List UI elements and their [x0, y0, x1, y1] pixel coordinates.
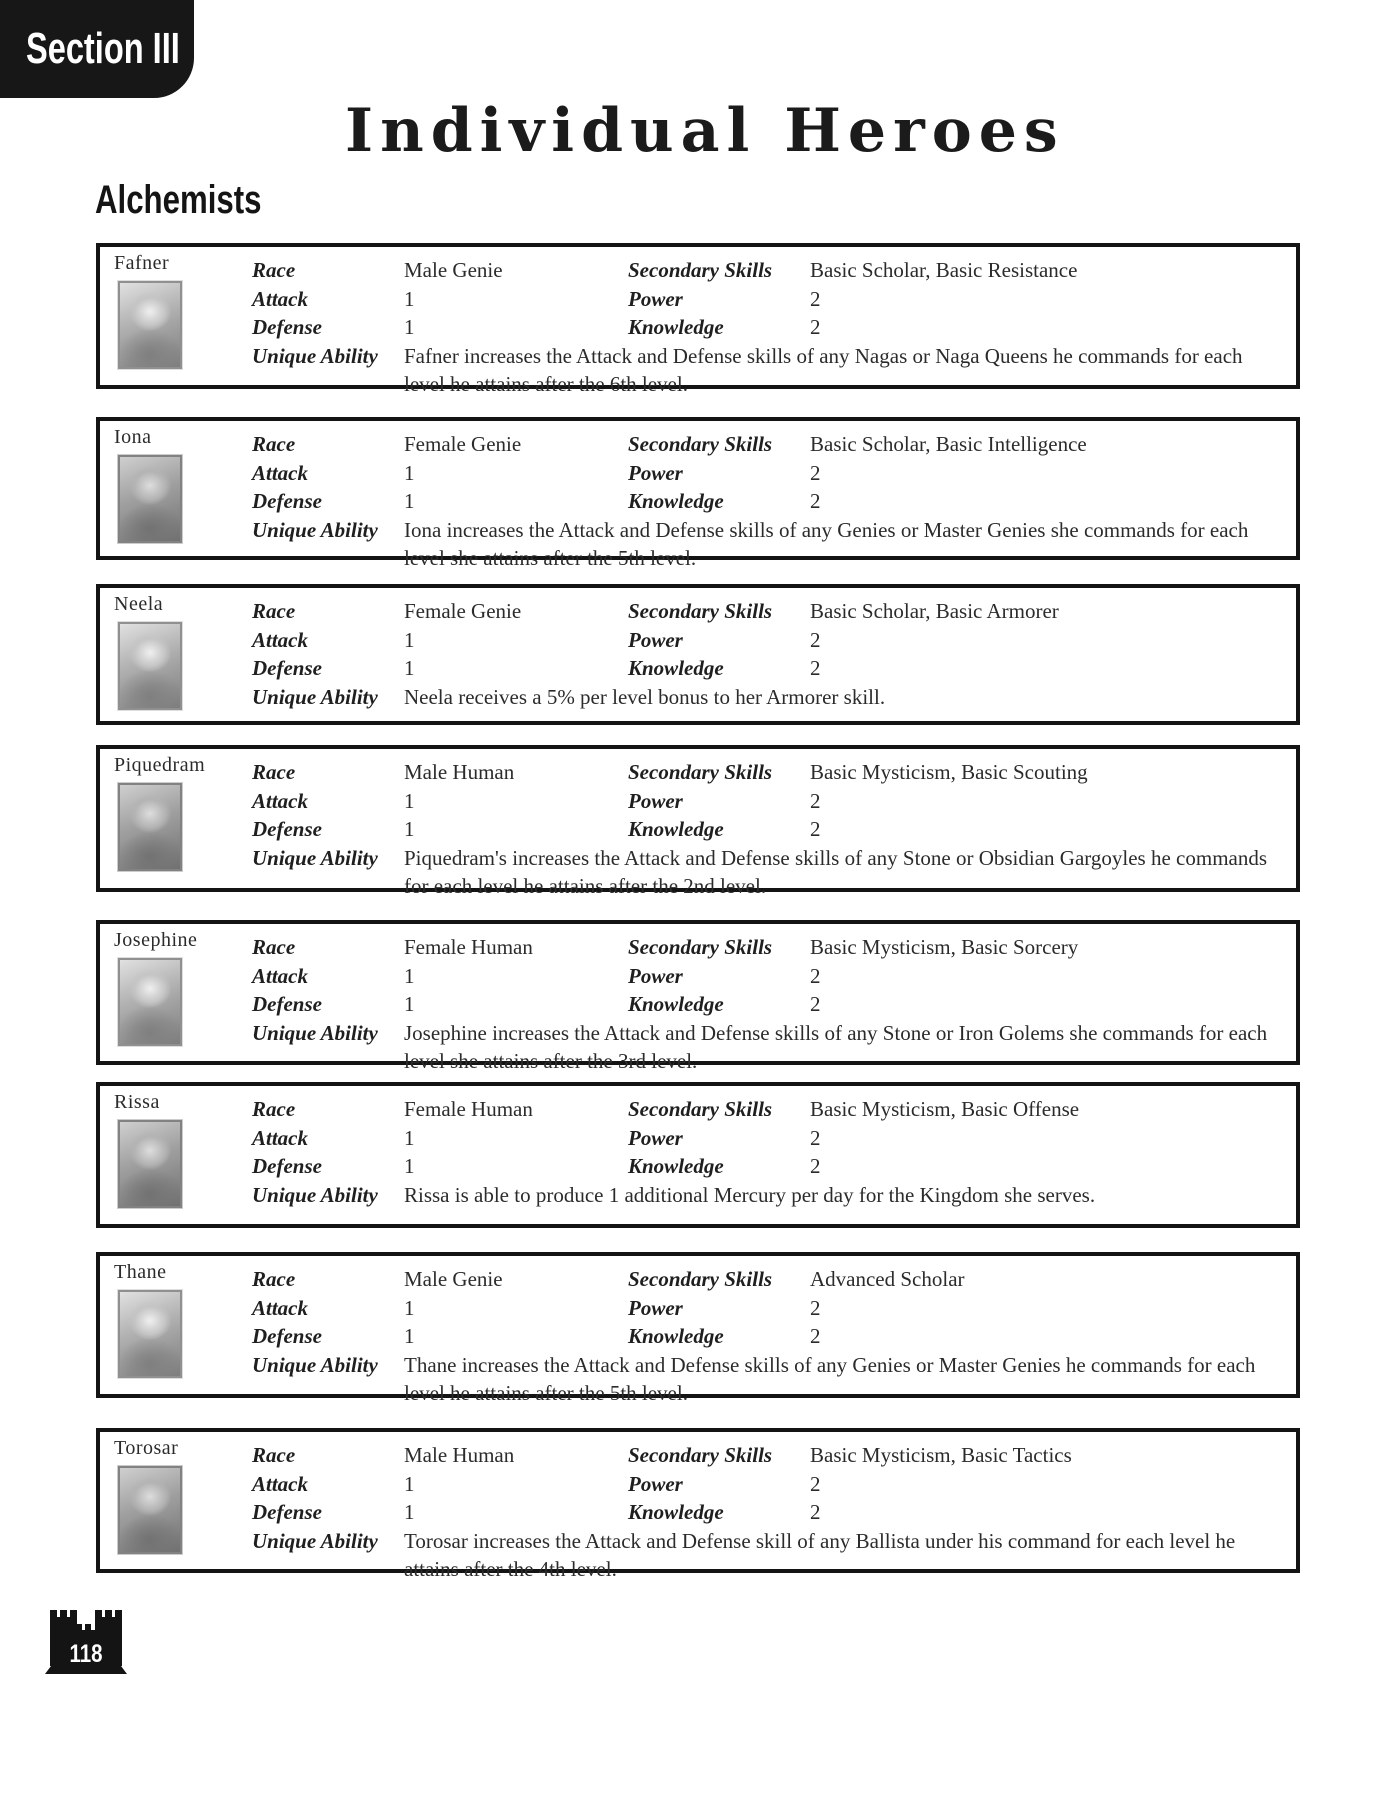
hero-name: Neela	[114, 593, 164, 615]
stat-value-knowledge: 2	[810, 1154, 821, 1178]
stat-value-power: 2	[810, 627, 821, 652]
stat-label-attack: Attack	[252, 286, 308, 311]
hero-name: Piquedram	[114, 754, 206, 776]
hero-card-thane	[96, 1252, 1300, 1405]
unique-ability-text: Josephine increases the Attack and Defense skills of any Stone or Iron Golems she commands for each level she attains after the 3rd level.	[404, 1020, 1268, 1073]
stat-label-knowledge: Knowledge	[628, 489, 724, 513]
stat-value-defense: 1	[404, 656, 415, 680]
hero-portrait	[118, 1290, 182, 1378]
hero-name: Torosar	[114, 1437, 179, 1459]
stat-value-race: Female Human	[404, 935, 533, 959]
stat-value-race: Male Genie	[404, 258, 503, 282]
unique-ability-text: Torosar increases the Attack and Defense skill of any Ballista under his command for each level he attains after the 4th level.	[404, 1528, 1236, 1581]
stat-label-power: Power	[628, 788, 683, 813]
hero-stats	[252, 1095, 1282, 1209]
stat-label-race: Race	[252, 935, 296, 959]
hero-portrait	[118, 281, 182, 369]
stat-label-knowledge: Knowledge	[628, 315, 724, 339]
hero-stats	[252, 1441, 1282, 1584]
stat-label-secondary-skills: Secondary Skills	[628, 1097, 773, 1121]
stat-label-secondary-skills: Secondary Skills	[628, 760, 773, 784]
unique-ability-text: Iona increases the Attack and Defense skills of any Genies or Master Genies she commands for each level she attains after the 5th level.	[404, 517, 1249, 570]
stat-label-defense: Defense	[252, 656, 322, 680]
unique-ability-text: Rissa is able to produce 1 additional Mercury per day for the Kingdom she serves.	[404, 1182, 1096, 1207]
stat-value-secondary-skills: Advanced Scholar	[810, 1267, 965, 1291]
stat-label-knowledge: Knowledge	[628, 1500, 724, 1524]
hero-stats	[252, 758, 1282, 901]
stat-value-secondary-skills: Basic Scholar, Basic Resistance	[810, 258, 1078, 282]
stat-label-power: Power	[628, 460, 683, 485]
hero-name: Thane	[114, 1261, 167, 1283]
stat-value-attack: 1	[404, 1125, 415, 1150]
stat-label-power: Power	[628, 286, 683, 311]
stat-value-power: 2	[810, 1471, 821, 1496]
unique-ability-text: Thane increases the Attack and Defense skills of any Genies or Master Genies he commands for each level he attains after the 5th level.	[404, 1352, 1256, 1405]
section-badge	[0, 0, 194, 98]
stat-value-secondary-skills: Basic Mysticism, Basic Scouting	[810, 760, 1088, 784]
stat-value-race: Male Human	[404, 760, 515, 784]
stat-value-power: 2	[810, 963, 821, 988]
stat-label-race: Race	[252, 432, 296, 456]
unique-ability-text: Neela receives a 5% per level bonus to her Armorer skill.	[404, 684, 886, 709]
hero-stats	[252, 430, 1282, 573]
unique-ability-text: Fafner increases the Attack and Defense skills of any Nagas or Naga Queens he commands for each level he attains after the 6th level.	[404, 343, 1243, 396]
stat-value-defense: 1	[404, 992, 415, 1016]
stat-value-secondary-skills: Basic Scholar, Basic Armorer	[810, 599, 1059, 623]
stat-value-knowledge: 2	[810, 992, 821, 1016]
stat-label-unique-ability: Unique Ability	[252, 684, 378, 709]
stat-value-attack: 1	[404, 963, 415, 988]
unique-ability-text: Piquedram's increases the Attack and Defense skills of any Stone or Obsidian Gargoyles he commands for each level he attains after the 2nd level.	[404, 845, 1268, 898]
stat-label-secondary-skills: Secondary Skills	[628, 935, 773, 959]
stat-value-defense: 1	[404, 489, 415, 513]
stat-label-attack: Attack	[252, 460, 308, 485]
stat-label-attack: Attack	[252, 1125, 308, 1150]
stat-value-power: 2	[810, 460, 821, 485]
stat-label-power: Power	[628, 1471, 683, 1496]
hero-stats	[252, 933, 1282, 1076]
hero-portrait	[118, 622, 182, 710]
stat-label-defense: Defense	[252, 1324, 322, 1348]
stat-label-knowledge: Knowledge	[628, 817, 724, 841]
stat-label-defense: Defense	[252, 1154, 322, 1178]
section-heading-alchemists: Alchemists	[95, 178, 262, 222]
stat-label-unique-ability: Unique Ability	[252, 845, 378, 870]
hero-card-josephine	[96, 920, 1300, 1073]
stat-label-race: Race	[252, 760, 296, 784]
stat-value-attack: 1	[404, 460, 415, 485]
hero-card-rissa	[96, 1082, 1300, 1228]
hero-name: Iona	[114, 426, 152, 448]
stat-value-power: 2	[810, 1125, 821, 1150]
stat-value-knowledge: 2	[810, 315, 821, 339]
stat-label-attack: Attack	[252, 1295, 308, 1320]
stat-label-attack: Attack	[252, 963, 308, 988]
stat-label-race: Race	[252, 258, 296, 282]
stat-label-secondary-skills: Secondary Skills	[628, 599, 773, 623]
stat-label-secondary-skills: Secondary Skills	[628, 258, 773, 282]
stat-value-attack: 1	[404, 1471, 415, 1496]
stat-label-secondary-skills: Secondary Skills	[628, 1267, 773, 1291]
stat-value-attack: 1	[404, 1295, 415, 1320]
hero-stats	[252, 597, 1282, 711]
stat-label-defense: Defense	[252, 817, 322, 841]
hero-stats	[252, 256, 1282, 399]
stat-value-power: 2	[810, 1295, 821, 1320]
stat-value-race: Male Genie	[404, 1267, 503, 1291]
stat-label-unique-ability: Unique Ability	[252, 1352, 378, 1377]
page-title: Individual Heroes	[345, 96, 1065, 166]
stat-label-race: Race	[252, 1443, 296, 1467]
stat-value-race: Female Genie	[404, 599, 522, 623]
stat-value-power: 2	[810, 788, 821, 813]
stat-label-knowledge: Knowledge	[628, 656, 724, 680]
stat-label-attack: Attack	[252, 1471, 308, 1496]
hero-card-fafner	[96, 243, 1300, 396]
stat-label-defense: Defense	[252, 489, 322, 513]
stat-label-unique-ability: Unique Ability	[252, 517, 378, 542]
stat-value-knowledge: 2	[810, 817, 821, 841]
stat-value-knowledge: 2	[810, 1500, 821, 1524]
stat-value-knowledge: 2	[810, 1324, 821, 1348]
stat-label-power: Power	[628, 963, 683, 988]
hero-stats	[252, 1265, 1282, 1408]
stat-label-unique-ability: Unique Ability	[252, 1528, 378, 1553]
stat-value-attack: 1	[404, 788, 415, 813]
hero-card-piquedram	[96, 745, 1300, 898]
hero-portrait	[118, 1120, 182, 1208]
stat-value-defense: 1	[404, 817, 415, 841]
stat-value-attack: 1	[404, 286, 415, 311]
stat-value-defense: 1	[404, 1154, 415, 1178]
hero-portrait	[118, 455, 182, 543]
hero-portrait	[118, 783, 182, 871]
stat-label-secondary-skills: Secondary Skills	[628, 432, 773, 456]
stat-label-knowledge: Knowledge	[628, 1154, 724, 1178]
stat-label-unique-ability: Unique Ability	[252, 1182, 378, 1207]
stat-value-secondary-skills: Basic Mysticism, Basic Sorcery	[810, 935, 1079, 959]
hero-portrait	[118, 1466, 182, 1554]
stat-label-race: Race	[252, 599, 296, 623]
hero-name: Josephine	[114, 929, 198, 951]
stat-value-secondary-skills: Basic Scholar, Basic Intelligence	[810, 432, 1087, 456]
stat-value-defense: 1	[404, 315, 415, 339]
stat-value-race: Female Genie	[404, 432, 522, 456]
stat-label-unique-ability: Unique Ability	[252, 1020, 378, 1045]
stat-value-secondary-skills: Basic Mysticism, Basic Offense	[810, 1097, 1080, 1121]
stat-label-race: Race	[252, 1097, 296, 1121]
hero-portrait	[118, 958, 182, 1046]
stat-value-defense: 1	[404, 1324, 415, 1348]
stat-label-power: Power	[628, 627, 683, 652]
hero-name: Fafner	[114, 252, 170, 274]
page-number: 118	[69, 1640, 103, 1668]
hero-name: Rissa	[114, 1091, 160, 1113]
stat-label-secondary-skills: Secondary Skills	[628, 1443, 773, 1467]
stat-label-defense: Defense	[252, 992, 322, 1016]
stat-label-attack: Attack	[252, 788, 308, 813]
stat-label-knowledge: Knowledge	[628, 992, 724, 1016]
stat-value-knowledge: 2	[810, 489, 821, 513]
stat-value-defense: 1	[404, 1500, 415, 1524]
stat-value-race: Female Human	[404, 1097, 533, 1121]
stat-label-attack: Attack	[252, 627, 308, 652]
stat-value-power: 2	[810, 286, 821, 311]
stat-label-race: Race	[252, 1267, 296, 1291]
hero-card-neela	[96, 584, 1300, 725]
stat-label-knowledge: Knowledge	[628, 1324, 724, 1348]
stat-value-race: Male Human	[404, 1443, 515, 1467]
stat-value-secondary-skills: Basic Mysticism, Basic Tactics	[810, 1443, 1072, 1467]
stat-value-attack: 1	[404, 627, 415, 652]
page-footer	[42, 1604, 130, 1676]
stat-label-defense: Defense	[252, 1500, 322, 1524]
stat-label-defense: Defense	[252, 315, 322, 339]
stat-label-power: Power	[628, 1295, 683, 1320]
stat-label-power: Power	[628, 1125, 683, 1150]
hero-card-torosar	[96, 1428, 1300, 1581]
hero-card-iona	[96, 417, 1300, 570]
stat-value-knowledge: 2	[810, 656, 821, 680]
section-badge-label: Section III	[26, 24, 180, 73]
stat-label-unique-ability: Unique Ability	[252, 343, 378, 368]
